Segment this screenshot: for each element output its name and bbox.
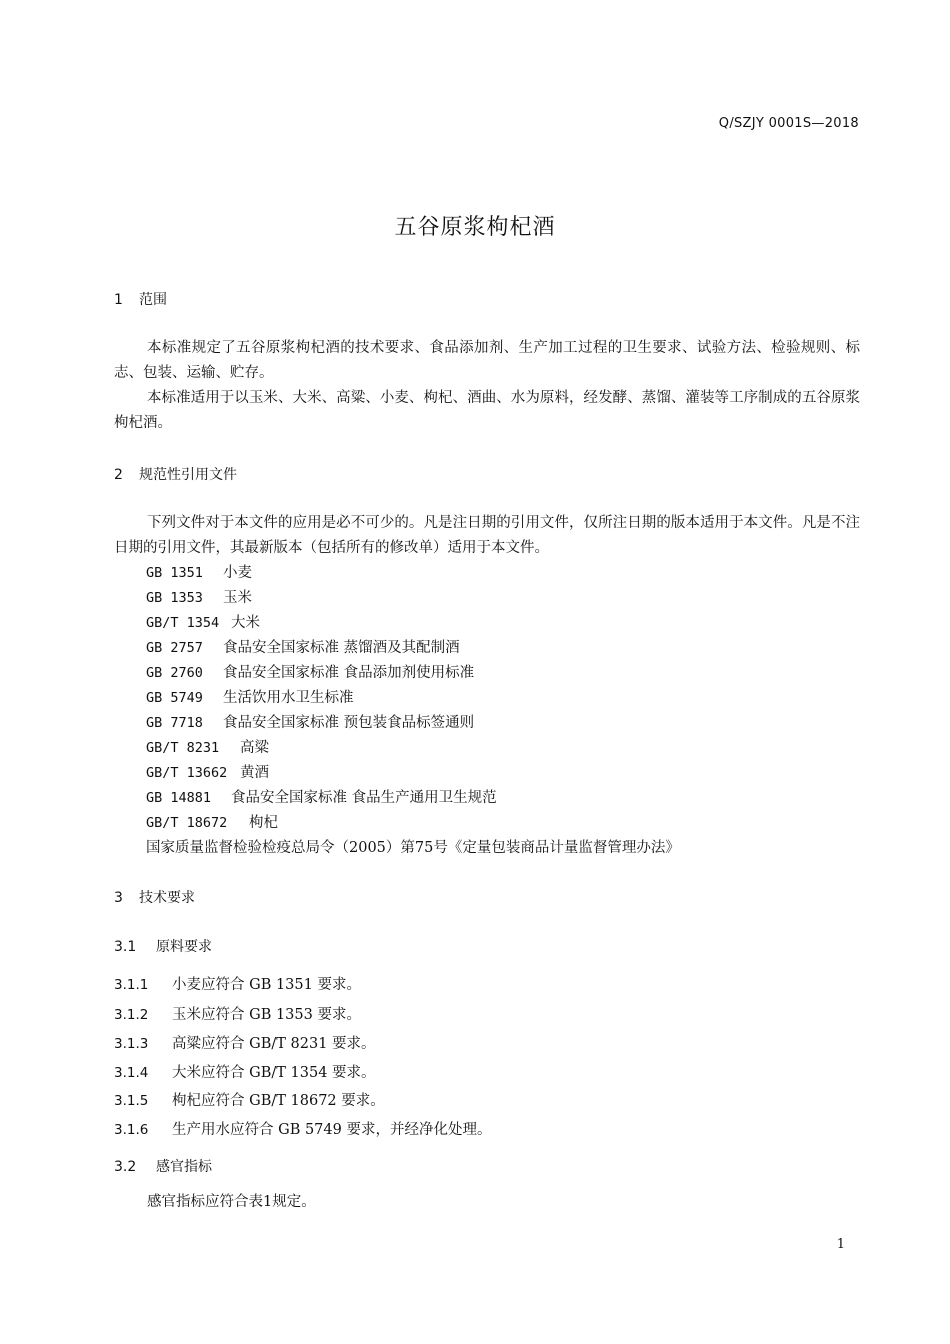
clause-number: 3.1.5 [114,1093,149,1109]
reference-title: 高粱 [240,740,269,756]
reference-title: 食品安全国家标准 预包装食品标签通则 [223,715,475,731]
paragraph: 感官指标应符合表1规定。 [147,1194,316,1210]
reference-code: GB 2757 [146,640,203,656]
reference-item [146,711,474,732]
reference-title: 小麦 [223,565,252,581]
paragraph: 本标准适用于以玉米、大米、高粱、小麦、枸杞、酒曲、水为原料，经发酵、蒸馏、灌装等工序制成的五谷原浆枸杞酒。 [114,390,860,431]
section-number: 2 [114,467,123,483]
reference-title: 大米 [231,615,260,631]
section-2-heading [114,464,237,484]
clause-item [114,1118,491,1139]
reference-code: GB 2760 [146,665,203,681]
clause-item [114,1061,376,1082]
subsection-title: 原料要求 [156,939,212,955]
section-title: 技术要求 [139,890,195,906]
section-title: 范围 [139,292,167,308]
reference-item [146,761,269,782]
reference-code: GB/T 13662 [146,765,228,781]
reference-item [146,611,260,632]
section-number: 3 [114,890,123,906]
paragraph: 本标准规定了五谷原浆枸杞酒的技术要求、食品添加剂、生产加工过程的卫生要求、试验方法、检验规则、标志、包装、运输、贮存。 [114,340,860,381]
reference-title: 黄酒 [240,765,269,781]
reference-title: 玉米 [223,590,252,606]
clause-item [114,1089,385,1110]
clause-text: 玉米应符合 GB 1353 要求。 [172,1007,361,1023]
clause-text: 大米应符合 GB/T 1354 要求。 [172,1065,376,1081]
reference-item [146,561,252,582]
subsection-title: 感官指标 [156,1159,212,1175]
clause-text: 小麦应符合 GB 1351 要求。 [172,977,361,993]
standard-code: Q/SZJY 0001S—2018 [718,116,859,131]
reference-code: GB 7718 [146,715,203,731]
reference-item [146,736,269,757]
reference-title: 枸杞 [249,815,278,831]
clause-text: 生产用水应符合 GB 5749 要求，并经净化处理。 [172,1122,492,1138]
section-title: 规范性引用文件 [139,467,237,483]
section-3-heading [114,887,195,907]
reference-code: GB 14881 [146,790,212,806]
clause-number: 3.1.6 [114,1122,149,1138]
clause-text: 高粱应符合 GB/T 8231 要求。 [172,1036,376,1052]
subsection-number: 3.1 [114,939,137,955]
reference-item [146,786,497,807]
clause-number: 3.1.1 [114,977,149,993]
reference-code: GB 1353 [146,590,203,606]
section-number: 1 [114,292,123,308]
reference-code: GB/T 1354 [146,615,220,631]
reference-title: 食品安全国家标准 食品生产通用卫生规范 [231,790,497,806]
reference-item [146,661,474,682]
clause-item [114,973,361,994]
reference-title: 食品安全国家标准 食品添加剂使用标准 [223,665,475,681]
clause-text: 枸杞应符合 GB/T 18672 要求。 [172,1093,385,1109]
clause-item [114,1032,376,1053]
page-number: 1 [836,1237,845,1252]
subsection-3-1-heading [114,936,212,956]
reference-item [146,811,278,832]
reference-code: GB/T 8231 [146,740,220,756]
clause-item [114,1003,361,1024]
section-1-heading [114,289,167,309]
clause-number: 3.1.3 [114,1036,149,1052]
reference-decree: 国家质量监督检验检疫总局令（2005）第75号《定量包装商品计量监督管理办法》 [146,840,680,856]
clause-number: 3.1.2 [114,1007,149,1023]
paragraph: 下列文件对于本文件的应用是必不可少的。凡是注日期的引用文件，仅所注日期的版本适用于本文件。凡是不注日期的引用文件，其最新版本（包括所有的修改单）适用于本文件。 [114,515,860,556]
subsection-3-2-heading [114,1156,212,1176]
reference-item [146,586,252,607]
subsection-number: 3.2 [114,1159,137,1175]
reference-code: GB 5749 [146,690,203,706]
reference-title: 生活饮用水卫生标准 [223,690,354,706]
reference-code: GB/T 18672 [146,815,228,831]
reference-title: 食品安全国家标准 蒸馏酒及其配制酒 [223,640,460,656]
reference-item [146,636,460,657]
clause-number: 3.1.4 [114,1065,149,1081]
reference-code: GB 1351 [146,565,203,581]
reference-item [146,686,354,707]
document-title: 五谷原浆枸杞酒 [394,215,556,240]
